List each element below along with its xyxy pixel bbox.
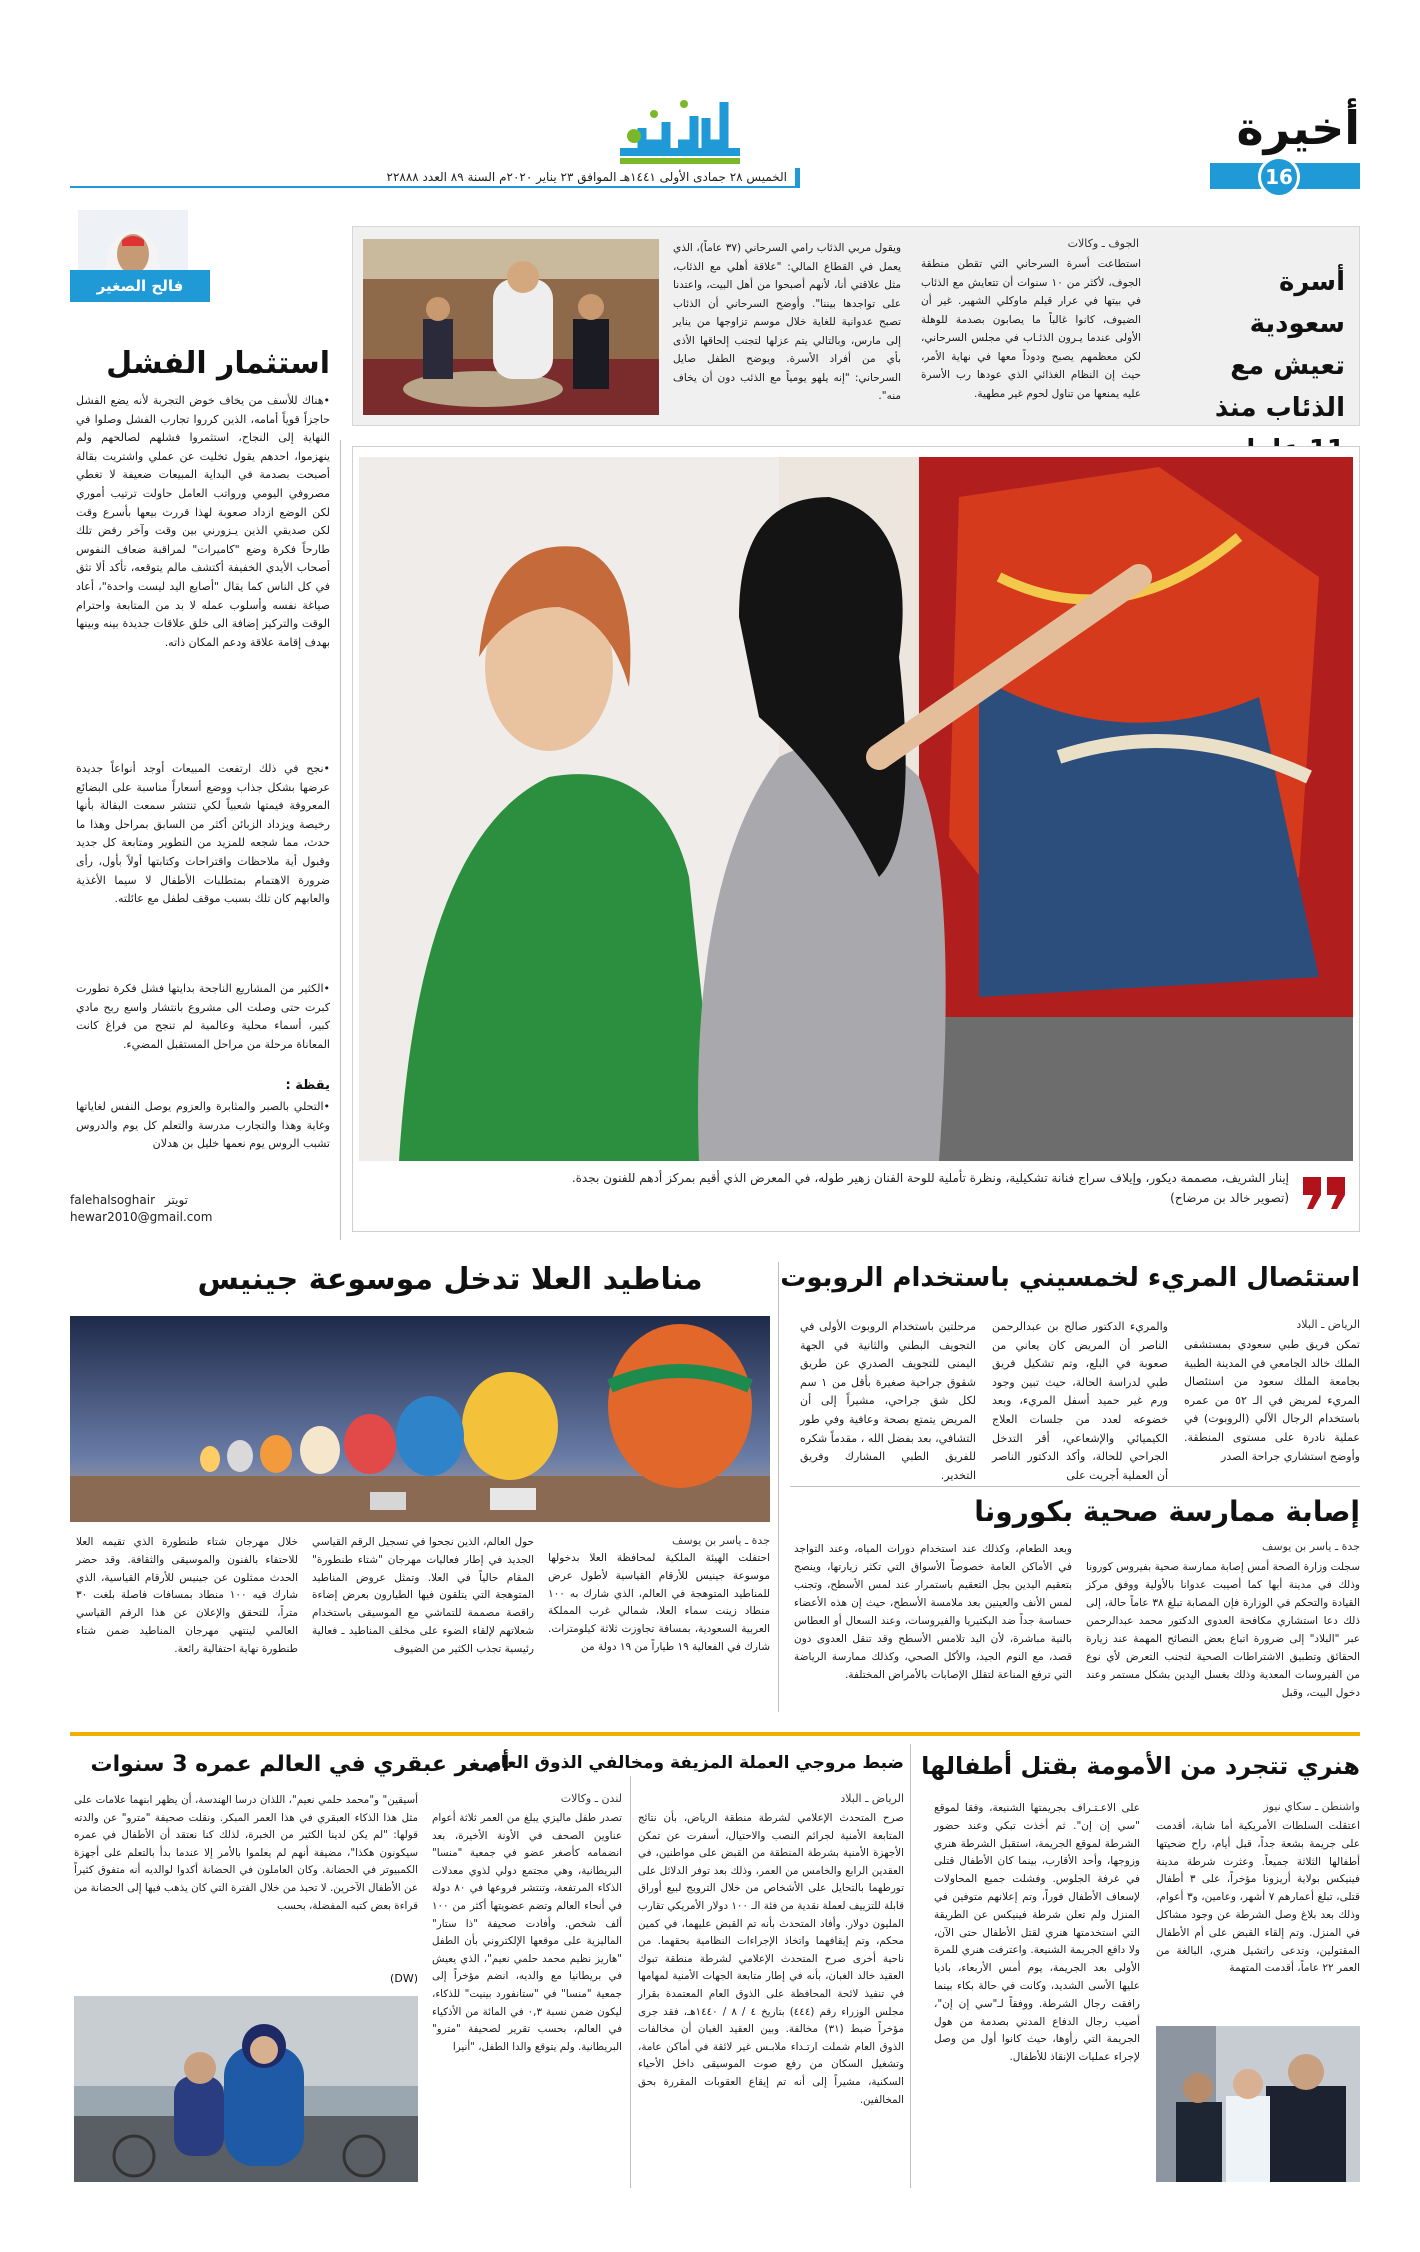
police-escort-image-icon [1156,2026,1360,2182]
robot-col1: تمكن فريق طبي سعودي بمستشفى الملك خالد الجامعي في المدينة الطبية بجامعة الملك سعود من استئصال المريء لمريض في الـ ٥٢ من عمره باستخدام الرجال الآلي (الروبوت) في عملية نادرة على مستوى المنطقة. وأوضح استشاري جراحة الصدر [1184,1338,1361,1463]
baby-story [70,1748,622,2188]
corona-headline: إصابة ممارسة صحية بكورونا [974,1495,1360,1528]
crackdown-headline: ضبط مروجي العملة المزيفة ومخالفي الذوق العام [488,1753,904,1773]
logo [620,92,740,168]
column-body-4: •التحلي بالصبر والمثابرة والعزوم يوصل النفس لغاياتها وغاية وهذا والتجارب مدرسة والتعلم كل يوم والدروس تشبب الروس يوم نعمها خليل بن هدلان [76,1100,330,1151]
wolves-col1: استطاعت أسرة السرحاني التي تقطن منطقة الجوف، لأكثر من ١٠ سنوات أن تتعايش مع الذئاب في بيتها في عرار قيلم ماوكلي الشهير. غير أن الضيوف، كانوا غالباً ما يصابون بصدمة للوهلة الأولى عندما يـرون الذئـاب في مجلس السرحاني، لكن معظمهم يصبح ودوداً معها في نهاية الأمر، حيث إن النظام الغذائي الذي عودها رب الأسرة عليه يمنعها من تناول لحوم غير مطهية. [921,258,1141,400]
baby-photo [74,1996,418,2182]
wolves-col2: ويقول مربي الذئاب رامي السرحاني (٣٧ عاماً)، الذي يعمل في القطاع المالي: "علاقة أهلي مع الذئاب، مثل علاقتي أنا، لأنهم أصبحوا من أهل البيت، واعتدنا على تواجدها بيننا". وأوضح السرحاني أن الذئاب تصبح عدوانية للغاية خلال موسم تزاوجها من يناير إلى مارس، وبالتالي يتم عزلها لتجنب إلحاقها الأذى بأي من أفراد الأسرة. ويوضح الطفل صايل السرحاني: "إنه يلهو يومياً مع الذئب دون أن يخاف منه". [673,242,902,402]
baby-credit: (DW) [390,1972,418,1985]
column-body-1: •هناك للأسف من يخاف خوض التجربة لأنه يضع الفشل حاجزاً قوياً أمامه، الذين كرروا تجارب الفشل وصلوا في النهاية إلى النجاح، استثمروا فشلهم لصالحهم ولم ينهزموا، احدهم يقول تخليت عن عملي واشتريت بقالة أصبحت بصدمة في البداية المبيعات ضعيفة لا تغطي مصروفي اليومي ورواتب العامل حاولت ترتيب أموري لكن الوضع ازداد صعوبة لهذا قررت بيعها بأسرع وقت لكن صديقي الذين يـزورني بين وقت وآخر رفض تلك طارحاً فكرة وضع "كاميرات" لمراقبة ضعاف النفوس أصحاب الأيدي الخفيفة أكتشف مالم يتوقعه، تأكد ألا تثق في كل الناس كما يقال "أصابع اليد ليست واحدة"، أعاد صياغة نفسه وأسلوب عمله لا بد من المتابعة واحترام الوقت والتركيز إضافة الى خلق علاقات جديدة بينه وبينها بهدف إقامة علاقة ودعم المكان ذاته. [76,394,330,649]
baby-byline: لندن ـ وكالات [560,1792,622,1805]
robot-divider [778,1262,779,1712]
exhibition-photo [359,457,1353,1161]
baby-headline: أصغر عبقري في العالم عمره 3 سنوات [90,1752,510,1777]
baby-col1: تصدر طفل ماليزي يبلغ من العمر ثلاثة أعوام عناوين الصحف في الأونة الأخيرة، بعد انضمامه كأصغر عضو في جمعية "منسا" البريطانية، وهي مجتمع دولي لذوي معدلات الذكاء المرتفعة، وتنتشر فروعها في ٨٠ دولة في أنحاء العالم وتضم عضويتها أكثر من ١٠٠ ألف شخص. وأفادت صحيفة "ذا ستار" الماليزية على موقعها الإلكتروني بأن الطفل "هاريز نظيم محمد حلمي نعيم"، الذي يعيش في بريطانيا مع والديه، انضم مؤخراً إلى جمعية "منسا" في "ستانفورد بينيت" للذكاء، ليكون ضمن نسبة ٠,٣ في المائة من الأذكياء في العالم، بحسب تقرير لصحيفة "مترو" البريطانية. ولم يتوقع والدا الطفل، "أنيرا [432,1812,622,2053]
twitter-handle[interactable]: falehalsoghair [70,1193,156,1207]
henry-headline: هنري تتجرد من الأمومة بقتل أطفالها [921,1752,1360,1780]
balloons-col3: خلال مهرجان شتاء طنطورة الذي تقيمه العلا للاحتفاء بالفنون والموسيقى والثقافة. وقد حضر الحدث ممثلون عن جينيس للأرقام القياسية، الذي شارك فيه ١٠٠ منطاد بمسافات فاصلة بلغت ٣٠ متراً، للتحقق والإعلان عن هذا الرقم القياسي العالمي لينتهي مهرجان المناطيد ضمن شتاء طنطورة نهاية احتفالية رائعة. [76,1536,298,1655]
wolves-story [352,226,1360,426]
corona-col1: سجلت وزارة الصحة أمس إصابة ممارسة صحية بفيروس كورونا وذلك في مدينة أبها كما أصيبت عدوانا بالأولية ووفق مركز القيادة والتحكم في الوزارة فإن المصابة تبلغ ٣٨ عاماً حالة، إلى ذلك دعا استشاري مكافحة العدوى الدكتور محمد عبدالرحمن عبر "البلاد" إلى ضرورة اتباع بعض النصائح المهمة عند زيارة الحقائق وتطبيق الاشتراطات الصحية لتجنب التعرض لأي نوع من الفيروسات المعدية وذلك بغسل اليدين بشكل مستمر وعند دخول البيت، وقبل [1086,1561,1360,1699]
balloons-col1: احتفلت الهيئة الملكية لمحافظة العلا بدخولها موسوعة جينيس للأرقام القياسية لأطول عرض للمناطيد المتوهجة في العالم، الذي شارك به ١٠٠ منطاد زينت سماء العلا، شمالي غرب المملكة العربية السعودية، بمسافة تجاوزت ثلاثة كيلومترات. شارك في الفعالية ١٩ طياراً من ١٩ دولة من [548,1552,770,1653]
photo-caption: إينار الشريف، مصممة ديكور، وإيلاف سراج فنانة تشكيلية، ونظرة تأملية للوحة الفنان زهير طوله، في المعرض الذي أقيم بمركز أدهم للفنون بجدة. [571,1171,1289,1185]
balloons-col2: حول العالم، الذين نجحوا في تسجيل الرقم القياسي الجديد في إطار فعاليات مهرجان "شتاء طنطورة" المقام حالياً في العلا. وتمثل عروض المناطيد المتوهجة التي يتلقون فيها الطيارون بعرض إضاءة راقصة مصممة للتماشي مع الموسيقى باستخدام شعلاتهم لإلقاء الضوء على مخلف المناطيد ـ فعالية رئيسية تجذب الكثير من الضيوف [312,1536,534,1655]
corona-story [790,1486,1360,1716]
balloons-story [70,1258,770,1718]
crackdown-divider [630,1776,631,2188]
author-name: فالح الصغير [70,270,210,302]
column-body-2: •نجح في ذلك ارتفعت المبيعات أوجد أنواعاً جديدة عرضها بشكل جذاب ووضع أسعاراً مناسبة على البضائع المعروفة فيمتها شعبياً لكي تنتشر سمعت البقالة بأنها رخيصة ويزداد الزبائن أكثر من السابق بمراحل وهذا ما حدث، مما شجعه للمزيد من التطوير ومتابعة كل جديد وقبول أية ملاحظات واقتراحات وكتابتها أولاً بأول، رأى ضرورة الاهتمام بمتطلبات الأطفال لا سيما الأغذية والعابهم كان تلك بسبب موقف لطفل مع عائلته. [76,762,330,906]
crackdown-byline: الرياض ـ البلاد [840,1792,904,1805]
balloons-photo [70,1316,770,1522]
balloons-headline: مناطيد العلا تدخل موسوعة جينيس [197,1262,703,1297]
robot-story [780,1258,1361,1498]
opinion-column [70,210,330,1240]
wolves-byline: الجوف ـ وكالات [1067,237,1139,250]
column-contact [70,1192,324,1226]
wolves-photo [363,239,659,415]
corona-col2: وبعد الطعام، وكذلك عند استخدام دورات المياه، وعند التواجد في الأماكن العامة خصوصاً الأسواق التي تكثر زيارتها، وينصح بتعقيم اليدين بجل التعقيم باستمرار عند لمس الأسطح، وتجنب لمس الأنف والعينين بعد ملامسة الأسطح، حيث إن هذه الأعضاء حساسة جداً ضد البكتيريا والفيروسات، وعند السعال أو العطاس بالنية مباشرة، لأن اليد تلامس الأسطح وقد تنقل العدوى دون قصد، مع النوم الجيد، والأكل الصحي، وكذلك ممارسة الرياضة التي ترفع المناعة لتقلل الإصابات بالأمراض المختلفة. [794,1543,1072,1681]
masthead [0,0,1420,190]
caption-quote-icon [1301,1173,1349,1213]
author-bar [70,270,330,302]
henry-divider [910,1744,911,2188]
henry-col1: اعتقلت السلطات الأمريكية أما شابة، أقدمت على جريمة بشعة جداً، قبل أيام، راح ضحيتها أطفالها الثلاثة جميعاً. وعثرت شرطة مدينة فينيكس بولاية أريزونا مؤخراً، على ٣ أطفال قتلى، تبلغ أعمارهم ٧ أشهر، وعامين، و٣ أعوام، وذلك بعد بلاغ وصل الشرطة عن وجود مشاكل في المنزل. وتم إلقاء القبض على أم الأطفال المقتولين، وتدعى راتشيل هنري، البالغة من العمر ٢٢ عاماً، أقدمت المتهمة [1156,1820,1360,1975]
hot-air-balloons-image-icon [70,1316,770,1522]
gallery-painting-image-icon [359,457,1353,1161]
column-title: استثمار الفشل [106,346,330,381]
mother-and-child-image-icon [74,1996,418,2182]
henry-story [920,1748,1360,2188]
dateline: الخميس ٢٨ جمادى الأولى ١٤٤١هـ الموافق ٢٣ يناير ٢٠٢٠م السنة ٨٩ العدد ٢٢٨٨٨ [70,168,800,186]
family-with-wolf-image-icon [363,239,659,415]
photo-credit: (تصوير خالد بن مرضاح) [1170,1191,1289,1205]
author-email[interactable]: hewar2010@gmail.com [70,1210,213,1224]
column-note-label: يقظة : [285,1078,330,1093]
robot-col2: والمريء الدكتور صالح بن عبدالرحمن الناصر أن المريض كان يعاني من صعوبة في البلع، وتم تشكيل فريق طبي لدراسة الحالة، حيث تبين وجود ورم غير حميد أسفل المريء، وبعد خضوعه لعدد من جلسات العلاج الكيميائي والإشعاعي، أقر التدخل الجراحي للحالة، وأكد الدكتور الناصر أن العملية أجريت على [992,1320,1168,1482]
corona-byline: جدة ـ ياسر بن يوسف [1261,1540,1360,1553]
baby-headline-2 [70,1782,622,1784]
robot-col3: مرحلتين باستخدام الروبوت الأولى في التجويف البطني والثانية في الجهة اليمنى للتجويف الصدري عن طريق شقوق جراحية صغيرة بأقل من ١ سم لكل شق جراحي، مشيراً إلى أن المريض يتمتع بصحة وعافية وفي طور التشافي، بعد بفضل الله ، مقدماً شكره للفريق الطبي المشارك وفريق التخدير. [800,1320,976,1482]
column-divider [340,440,341,1240]
section-label: أخيرة [1236,101,1360,155]
wolves-headline: أسرة سعودية تعيش مع الذئاب منذ [1214,267,1345,423]
dateline-bar [70,186,800,188]
crackdown-col1: صرح المتحدث الإعلامي لشرطة منطقة الرياض، بأن نتائج المتابعة الأمنية لجرائم النصب والاحتيال، أسفرت عن تمكن الأجهزة الأمنية بشرطة المنطقة من القبض على مواطنين، في العقدين الرابع والخامس من العمر، وذلك بعد توفر الدلائل على تورطهما بالتحايل على الأشخاص من خلال الترويج لبيع أوراق قابلة للتزييف لعملة نقدية من فئة الـ ١٠٠ دولار الأمريكي تقارب المليون دولار. وأفاد المتحدث بأنه تم القبض عليهما، في كمين محكم، وتم إيقافهما واتخاذ الإجراءات النظامية بحقهما. من ناحية أخرى صرح المتحدث الإعلامي لشرطة منطقة تبوك العقيد خالد الغبان، بأنه في إطار متابعة الجهات الأمنية لمهامها في تنفيذ لائحة المحافظة على الذوق العام المعتمدة بقرار مجلس الوزراء رقم (٤٤٤) بتاريخ ٤ / ٨ / ١٤٤٠هـ، فقد جرى مؤخراً ضبط (٣١) مخالفة. وبين العقيد الغبان أن مخالفات الذوق العام شملت ارتـداء ملابـس غير لائقة في أماكن عامة، وتشغيل السكان من رفع صوت الموسيقى داخل الأحياء السكنية، مشيراً إلى أنه تم إيقاع العقوبات المقررة بحق المخالفين. [638,1812,905,2106]
robot-byline: الرياض ـ البلاد [1296,1318,1360,1331]
balloons-byline: جدة ـ ياسر بن يوسف [671,1534,770,1547]
quote-marks-icon [1301,1173,1349,1213]
twitter-label: تويتر [164,1193,188,1207]
column-body-3: •الكثير من المشاريع الناجحة بدايتها فشل فكرة تطورت كبرت حتى وصلت الى مشروع بانتشار واسع ربح مادي كبير، أسماء محلية وعالمية لم تنجح من فراغ كانت المعاناة مرحلة من مراحل المستقبل المضيء. [76,982,330,1051]
baby-col2: أسيقين" و"محمد حلمي نعيم"، اللذان درسا الهندسة، أن يظهر ابنهما علامات على مثل هذا الذكاء العبقري في هذا العمر المبكر. ونقلت صحيفة "مترو" عن والدته قولها: "لم يكن لدينا الكثير من الخبرة، لذلك كنا نعتقد أن الأطفال في عمره سيكونون هكذا"، مضيفة أنهم لم يعلموا بالأمر إلا عندما بدأ بالتعلم على أجهزة الكمبيوتر في الحضانة. وكان العاملون في الحضانة أكدوا لوالديه أنه متفوق كثيراً عن الأطفال الآخرين. لا تحبذ من خلال الفترة التي كان يذهب فيها إلى الحضانة من قراءة بعض كتبه المفضلة، بحسب [74,1794,418,1912]
logo-mark-icon [620,92,740,168]
robot-headline: استئصال المريء لخمسيني باستخدام الروبوت [780,1263,1360,1293]
henry-byline: واشنطن ـ سكاي نيوز [1263,1800,1360,1813]
exhibition-feature [352,446,1360,1232]
page-number-circle: 16 [1258,156,1300,198]
henry-col2: على الاعـتـراف بجريمتها الشنيعة، وفقا لموقع "سي إن إن". ثم أخذت تبكي وعند حضور الشرطة لموقع الجريمة، استقبل الشرطة هنري وزوجها، وأحد الأقارب، بينما كان الأطفال قتلى في غرفة الجلوس. وفشلت جميع المحاولات لإسعاف الأطفال فوراً، وتم إعلانهم متوفين في المنزل ولم تعلن شرطة فينيكس عن الطريقة التي استخدمتها هنري لقتل الأطفال حتى الآن، ولا دافع الجريمة الشنيعة. واعترفت هنري للمرة الأولى بعد الجريمة، يوم أمس الأربعاء، باديا عليها الأسى الشديد، وكانت في حالة بكاء بينما رافقت رجال الشرطة. ووفقاً لـ"سي إن إن"، أصيب رجال الدفاع المدني بصدمة من هول الجريمة التي رأوها، حيث كانوا أول من وصل لإجراء عمليات الإنقاذ للأطفال. [934,1802,1140,2064]
henry-photo [1156,2026,1360,2182]
corona-top-rule [790,1486,1360,1487]
